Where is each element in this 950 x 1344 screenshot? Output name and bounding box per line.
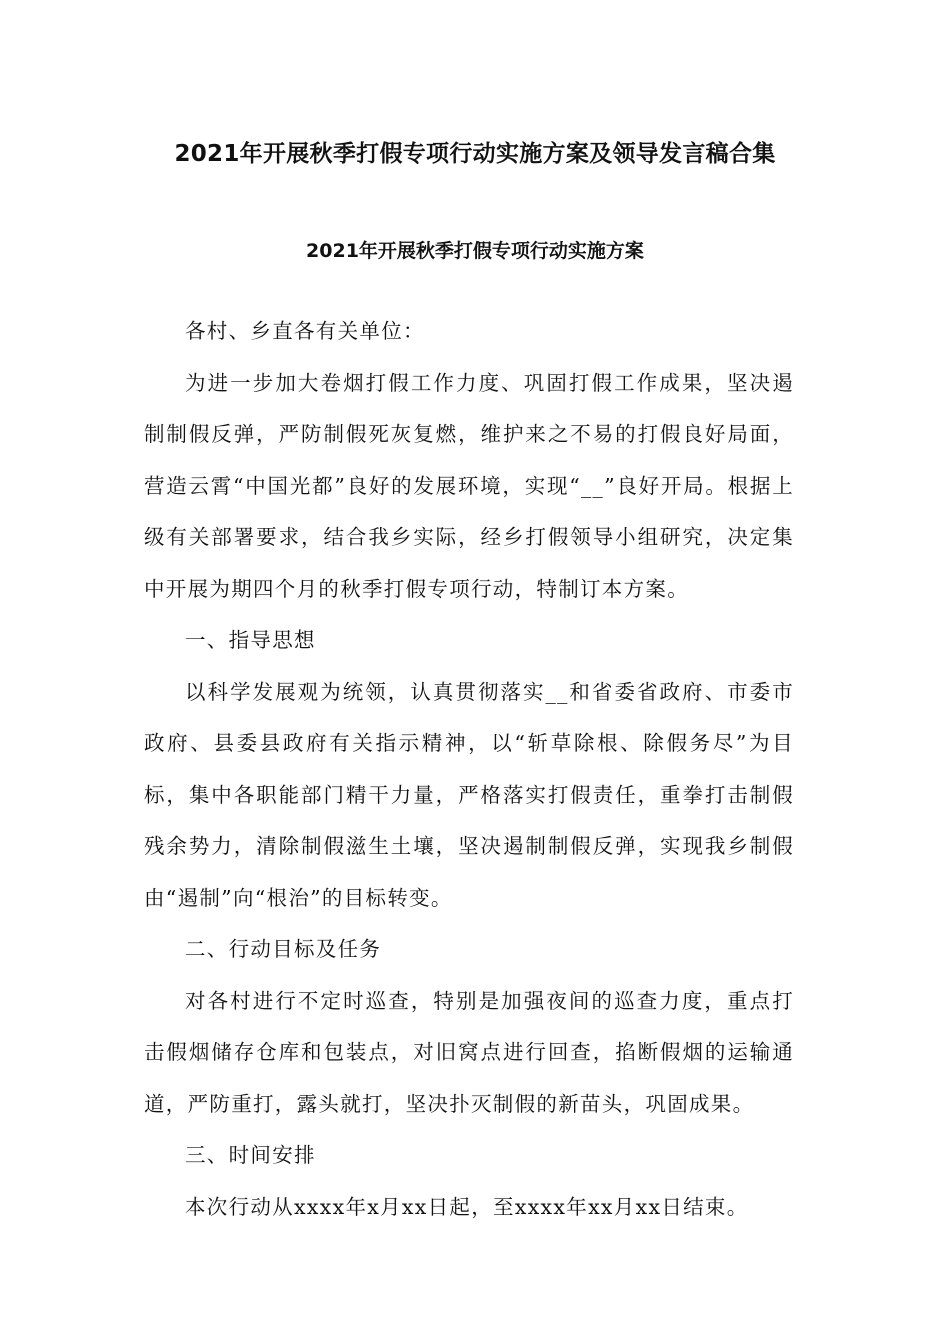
document-title: 2021年开展秋季打假专项行动实施方案及领导发言稿合集 (174, 141, 776, 167)
guiding-ideology-paragraph: 以科学发展观为统领，认真贯彻落实__和省委省政府、市委市政府、县委县政府有关指示精神，以“斩草除根、除假务尽”为目标，集中各职能部门精干力量，严格落实打假责任，重拳打击制假残余势力，清除制假滋生土壤，坚决遏制制假反弹，实现我乡制假由“遏制”向“根治”的目标转变。 (144, 679, 794, 910)
section-heading-goals-tasks: 二、行动目标及任务 (185, 937, 382, 961)
section-heading-guiding-ideology: 一、指导思想 (185, 628, 316, 652)
goals-tasks-paragraph: 对各村进行不定时巡查，特别是加强夜间的巡查力度，重点打击假烟储存仓库和包装点，对旧窝点进行回查，掐断假烟的运输通道，严防重打，露头就打，坚决扑灭制假的新苗头，巩固成果。 (144, 988, 794, 1116)
schedule-paragraph: 本次行动从xxxx年x月xx日起，至xxxx年xx月xx日结束。 (185, 1194, 749, 1219)
salutation: 各村、乡直各有关单位： (185, 319, 425, 343)
intro-paragraph: 为进一步加大卷烟打假工作力度、巩固打假工作成果，坚决遏制制假反弹，严防制假死灰复燃，维护来之不易的打假良好局面，营造云霄“中国光都”良好的发展环境，实现“__”良好开局。根据上级有关部署要求，结合我乡实际，经乡打假领导小组研究，决定集中开展为期四个月的秋季打假专项行动，特制订本方案。 (144, 370, 794, 601)
section-heading-schedule: 三、时间安排 (185, 1143, 316, 1167)
document-subtitle: 2021年开展秋季打假专项行动实施方案 (306, 240, 644, 262)
document-body (144, 306, 794, 1233)
